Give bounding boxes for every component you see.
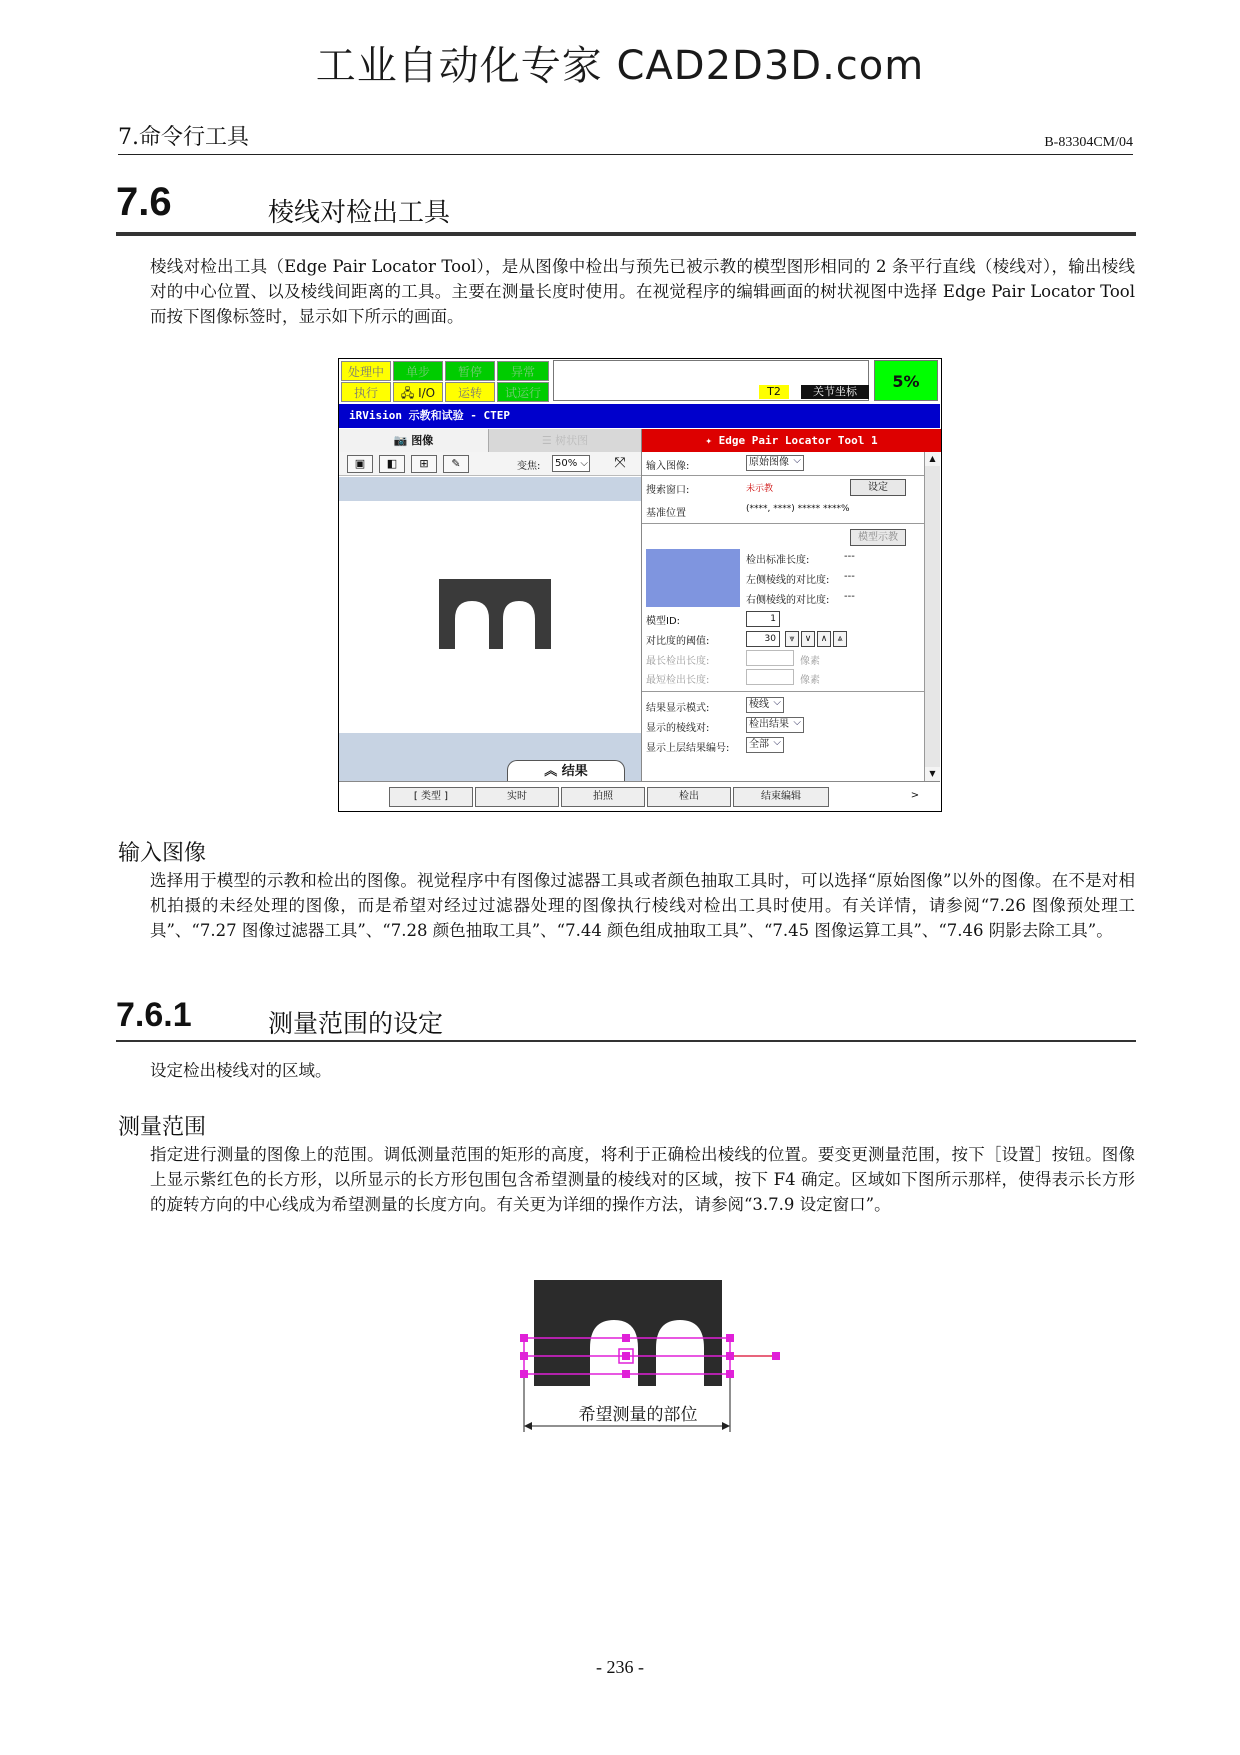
page-number: - 236 - xyxy=(596,1657,644,1677)
section-heading xyxy=(116,180,1136,236)
save-image-icon[interactable]: ◧ xyxy=(379,455,405,473)
busy-indicator: 处理中 xyxy=(341,361,391,381)
scrollbar[interactable] xyxy=(924,452,940,781)
std-length-label: 检出标准长度: xyxy=(746,555,810,566)
ref-pos-value: (****, ****) ***** ****% xyxy=(746,504,850,514)
right-contrast-label: 右侧棱线的对比度: xyxy=(746,595,830,606)
diagram-label: 希望测量的部位 xyxy=(578,1405,698,1425)
divider xyxy=(642,691,924,692)
model-thumbnail xyxy=(646,549,740,607)
ref-pos-label: 基准位置 xyxy=(646,508,686,519)
next-page-button[interactable]: > xyxy=(910,790,920,801)
input-image-paragraph: 选择用于模型的示教和检出的图像。视觉程序中有图像过滤器工具或者颜色抽取工具时，可以选择“原始图像”以外的图像。在不是对相机拍摄的未经处理的图像，而是希望对经过过滤器处理的图像执行棱线对检出工具时使用。有关详情，请参阅“7.26 图像预处理工具”、“7.27 图像过滤器工具”、“7.28 颜色抽取工具”、“7.44 颜色组成抽取工具”、“7.45 图像运算工具”、“7.46 阴影去除工具”。 xyxy=(150,871,1135,940)
tool-title-text: Edge Pair Locator Tool 1 xyxy=(718,434,878,447)
open-image-icon[interactable]: ▣ xyxy=(347,455,373,473)
chevron-up-icon: ︽ xyxy=(544,764,562,779)
camera-image[interactable] xyxy=(339,477,641,733)
zoom-label: 变焦: xyxy=(517,461,541,472)
min-len-label: 最短检出长度: xyxy=(646,675,710,686)
contrast-thresh-label: 对比度的阈值: xyxy=(646,636,710,647)
double-down-icon[interactable]: ⩔ xyxy=(785,631,799,647)
fault-indicator: 异常 xyxy=(497,361,549,381)
input-image-select[interactable]: 原始图像 ⌵ xyxy=(746,455,804,471)
workpiece-image xyxy=(339,501,641,733)
io-indicator xyxy=(393,382,443,402)
chevron-down-icon: ⌵ xyxy=(580,458,589,469)
grid-icon[interactable]: ⊞ xyxy=(411,455,437,473)
mode-badge: T2 xyxy=(759,385,789,399)
pixel-unit-1: 像素 xyxy=(800,656,820,667)
f5-end-edit-button[interactable]: 结束编辑 xyxy=(733,787,829,807)
tab-image-label: 图像 xyxy=(411,434,434,447)
divider xyxy=(642,523,924,524)
image-toolbar xyxy=(339,452,641,476)
watermark-title: 工业自动化专家 CAD2D3D.com xyxy=(315,43,925,89)
down-icon[interactable]: ∨ xyxy=(801,631,815,647)
subsection-paragraph: 设定检出棱线对的区域。 xyxy=(150,1061,332,1080)
model-id-label: 模型ID: xyxy=(646,616,681,627)
f1-type-button[interactable]: [ 类型 ] xyxy=(389,787,473,807)
disp-pair-select[interactable]: 检出结果 ⌵ xyxy=(746,717,804,733)
image-top-band xyxy=(339,477,641,501)
pixel-unit-2: 像素 xyxy=(800,675,820,686)
result-tab[interactable] xyxy=(507,760,625,782)
f2-live-button[interactable]: 实时 xyxy=(475,787,559,807)
tcyc-indicator: 试运行 xyxy=(497,382,549,402)
status-bar xyxy=(339,359,940,403)
f4-find-button[interactable]: 检出 xyxy=(647,787,731,807)
pane-tabs xyxy=(339,429,641,452)
tool-title xyxy=(642,429,941,452)
result-tab-label: 结果 xyxy=(561,764,588,779)
chapter-title: 7.命令行工具 xyxy=(118,125,249,150)
min-len-field[interactable] xyxy=(746,669,794,685)
override-value: 5% xyxy=(874,360,938,401)
teach-test-screen xyxy=(338,358,942,812)
step-indicator: 单步 xyxy=(393,361,443,381)
search-window-label: 搜索窗口: xyxy=(646,485,690,496)
image-pane xyxy=(339,429,641,781)
pen-icon[interactable]: ✎ xyxy=(443,455,469,473)
doc-code: B-83304CM/04 xyxy=(1044,135,1133,150)
tool-setup-pane xyxy=(641,429,940,781)
search-window-status: 未示教 xyxy=(746,484,774,494)
subsection-title: 测量范围的设定 xyxy=(268,1009,444,1038)
disp-parent-select[interactable]: 全部 ⌵ xyxy=(746,737,784,753)
tab-tree[interactable] xyxy=(489,429,641,452)
range-paragraph: 指定进行测量的图像上的范围。调低测量范围的矩形的高度，将利于正确检出棱线的位置。要变更测量范围，按下［设置］按钮。图像上显示紫红色的长方形，以所显示的长方形包围包含希望测量的棱线对的区域，按下 F4 确定。区域如下图所示那样，使得表示长方形的旋转方向的中心线成为希望测量的长度方向。有关更为详细的操作方法，请参阅“3.7.9 设定窗口”。 xyxy=(150,1145,1135,1214)
section-title: 棱线对检出工具 xyxy=(268,198,451,228)
double-up-icon[interactable]: ⩓ xyxy=(833,631,847,647)
input-image-heading: 输入图像 xyxy=(118,841,207,866)
tab-image[interactable] xyxy=(339,429,489,452)
divider xyxy=(642,475,924,476)
max-len-field[interactable] xyxy=(746,650,794,666)
disp-pair-label: 显示的棱线对: xyxy=(646,723,710,734)
section-number: 7.6 xyxy=(116,180,172,224)
tab-tree-label: 树状图 xyxy=(555,434,589,447)
subsection-heading xyxy=(116,996,1136,1042)
scroll-down-icon[interactable]: ▼ xyxy=(925,767,940,781)
max-len-label: 最长检出长度: xyxy=(646,656,710,667)
hold-indicator: 暂停 xyxy=(445,361,495,381)
f3-snap-button[interactable]: 拍照 xyxy=(561,787,645,807)
input-image-label: 输入图像: xyxy=(646,461,690,472)
disp-mode-select[interactable]: 棱线 ⌵ xyxy=(746,697,784,713)
function-key-bar xyxy=(339,781,940,810)
left-contrast-label: 左侧棱线的对比度: xyxy=(746,575,830,586)
tool-icon: ✦ xyxy=(705,434,719,447)
disp-parent-label: 显示上层结果编号: xyxy=(646,743,730,754)
right-contrast-value: --- xyxy=(844,591,855,602)
fit-view-icon[interactable]: ⤧ xyxy=(614,455,626,471)
disp-mode-label: 结果显示模式: xyxy=(646,703,710,714)
io-icon: 🖧 xyxy=(400,386,419,400)
zoom-value: 50% xyxy=(555,458,578,469)
coord-badge: 关节坐标 xyxy=(801,385,869,399)
left-contrast-value: --- xyxy=(844,571,855,582)
teach-model-button[interactable]: 模型示教 xyxy=(850,529,906,546)
prod-indicator: 运转 xyxy=(445,382,495,402)
subsection-number: 7.6.1 xyxy=(116,996,192,1034)
running-header xyxy=(118,125,1133,155)
range-heading: 测量范围 xyxy=(118,1115,207,1140)
std-length-value: --- xyxy=(844,551,855,562)
up-icon[interactable]: ∧ xyxy=(817,631,831,647)
model-id-field[interactable]: 1 xyxy=(746,611,780,627)
set-button[interactable]: 设定 xyxy=(850,479,906,496)
run-indicator: 执行 xyxy=(341,382,391,402)
intro-paragraph: 棱线对检出工具（Edge Pair Locator Tool），是从图像中检出与预先已被示教的模型图形相同的 2 条平行直线（棱线对），输出棱线对的中心位置、以及棱线间距离的工具。主要在测量长度时使用。在视觉程序的编辑画面的树状视图中选择 Edge Pair Locator Tool 而按下图像标签时，显示如下所示的画面。 xyxy=(150,257,1135,326)
camera-icon: 📷 xyxy=(393,434,412,447)
tree-icon: ☰ xyxy=(541,434,556,447)
io-label: I/O xyxy=(418,386,436,400)
zoom-select[interactable] xyxy=(552,455,590,472)
scroll-up-icon[interactable]: ▲ xyxy=(925,452,940,466)
result-area xyxy=(339,733,641,781)
contrast-thresh-field[interactable]: 30 xyxy=(746,631,780,647)
window-title: iRVision 示教和试验 - CTEP xyxy=(339,404,940,428)
